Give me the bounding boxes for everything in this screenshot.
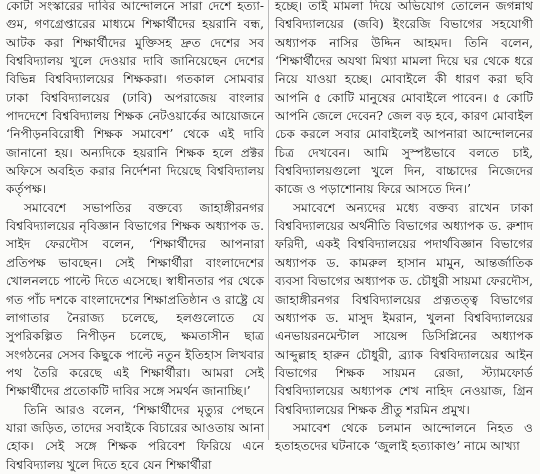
paragraph: কোটা সংস্কারের দাবির আন্দোলনে সারা দেশে হত্যা-গুম, গণগ্রেপ্তারের মাধ্যমে শিক্ষার্থীদের হয়রানি বন্ধ, আটক করা শিক্ষার্থীদের মুক্তিসহ দ্রুত দেশের সব বিশ্ববিদ্যালয় খুলে দেওয়ার দাবি জানিয়েছেন দেশের বিভিন্ন বিশ্ববিদ্যালয়ের শিক্ষকরা। গতকাল সোমবার ঢাকা বিশ্ববিদ্যালয়ের (ঢাবি) অপরাজেয় বাংলার পাদদেশে বিশ্ববিদ্যালয় শিক্ষক নেটওয়ার্কের আয়োজনে ‘নিপীড়নবিরোধী শিক্ষক সমাবেশ’ থেকে এই দাবি জানানো হয়। অন্যদিকে হয়রানি শিক্ষক হলে প্রক্টর অফিসে অবহিত করার নির্দেশনা দিয়েছে বিশ্ববিদ্যালয় কর্তৃপক্ষ। [6, 0, 264, 197]
paragraph: সমাবেশে অন্যদের মধ্যে বক্তব্য রাখেন ঢাকা বিশ্ববিদ্যালয়ের অর্থনীতি বিভাগের অধ্যাপক ড. রুশাদ ফরিদী, একই বিশ্ববিদ্যালয়ের পদার্থবিজ্ঞান বিভাগের অধ্যাপক ড. কামরুল হাসান মামুন, আন্তর্জাতিক ব্যবসা বিভাগের অধ্যাপক ড. চৌধুরী সায়মা ফেরদৌস, জাহাঙ্গীরনগর বিশ্ববিদ্যালয়ের প্রত্নতত্ত্ব বিভাগের অধ্যাপক ড. মাসুদ ইমরান, খুলনা বিশ্ববিদ্যালয়ের এনভায়রনমেন্টাল সায়েন্স ডিসিপ্লিনের অধ্যাপক আব্দুল্লাহ হারুন চৌধুরী, ব্র্যাক বিশ্ববিদ্যালয়ের আইন বিভাগের শিক্ষক সায়মন রেজা, স্ট্যামফোর্ড বিশ্ববিদ্যালয়ের অধ্যাপক শেখ নাহিদ নেওয়াজ, গ্রিন বিশ্ববিদ্যালয়ের শিক্ষক প্রীতু শরমিন প্রমুখ। [275, 200, 533, 417]
column-divider [268, 0, 269, 440]
paragraph: সমাবেশে সভাপতির বক্তব্যে জাহাঙ্গীরনগর বিশ্ববিদ্যালয়ের নৃবিজ্ঞান বিভাগের শিক্ষক অধ্যাপক ড. সাইদ ফেরদৌস বলেন, ‘শিক্ষার্থীদের আপনারা প্রতিপক্ষ ভাবছেন। সেই শিক্ষার্থীরা বাংলাদেশের খোলনলচে পাল্টে দিতে এসেছে। স্বাধীনতার পর থেকে গত পাঁচ দশকে বাংলাদেশের শিক্ষাপ্রতিষ্ঠান ও রাষ্ট্রে যে লাগাতার নৈরাজ্য চলেছে, হলগুলোতে যে সুপরিকল্পিত নিপীড়ন চলেছে, ক্ষমতাসীন ছাত্র সংগঠনের সেসব কিছুকে পাল্টে নতুন ইতিহাস লিখবার পথ তৈরি করেছে এই শিক্ষার্থীরা। আমরা সেই শিক্ষার্থীদের প্রতোকটি দাবির সঙ্গে সমর্থন জানাচ্ছি।’ [6, 200, 264, 399]
left-column [6, 0, 264, 474]
paragraph: সমাবেশ থেকে চলমান আন্দোলনে নিহত ও হতাহতদের ঘটনাকে ‘জুলাই হত্যাকাণ্ড’ নামে আখ্যা [275, 420, 533, 454]
right-column [275, 0, 533, 456]
paragraph: তিনি আরও বলেন, ‘শিক্ষার্থীদের মৃত্যুর পেছনে যারা জড়িত, তাদের সবাইকে বিচারের আওতায় আনা হোক। সেই সঙ্গে শিক্ষক পরিবেশ ফিরিয়ে এনে বিশ্ববিদ্যালয় খুলে দিতে হবে যেন শিক্ষার্থীরা [6, 402, 264, 472]
paragraph: হচ্ছে। তাই মামলা দিয়ে অভিযোগ তোলেন জগন্নাথ বিশ্ববিদ্যালয়ের (জবি) ইংরেজি বিভাগের সহযোগী অধ্যাপক নাসির উদ্দিন আহমদ। তিনি বলেন, ‘শিক্ষার্থীদের অযথা মিথ্যা মামলা দিয়ে ঘর থেকে ধরে নিয়ে যাওয়া হচ্ছে। মোবাইলে কী ধারণ করা ছবি আপনি ৫ কোটি মানুষের মোবাইলে পাবেন। ৫ কোটি আপনি জেলে দেবেন? জেল বড় হবে, কারণ মোবাইল চেক করলে সবার মোবাইলেই আপনারা আন্দোলনের চিত্র দেখবেন। আমি সুস্পষ্টভাবে বলতে চাই, বিশ্ববিদ্যালয়গুলো খুলে দিন, বাচ্চাদের নিজেদের কাজে ও পড়াশোনায় ফিরে আসতে দিন।’ [275, 0, 533, 197]
